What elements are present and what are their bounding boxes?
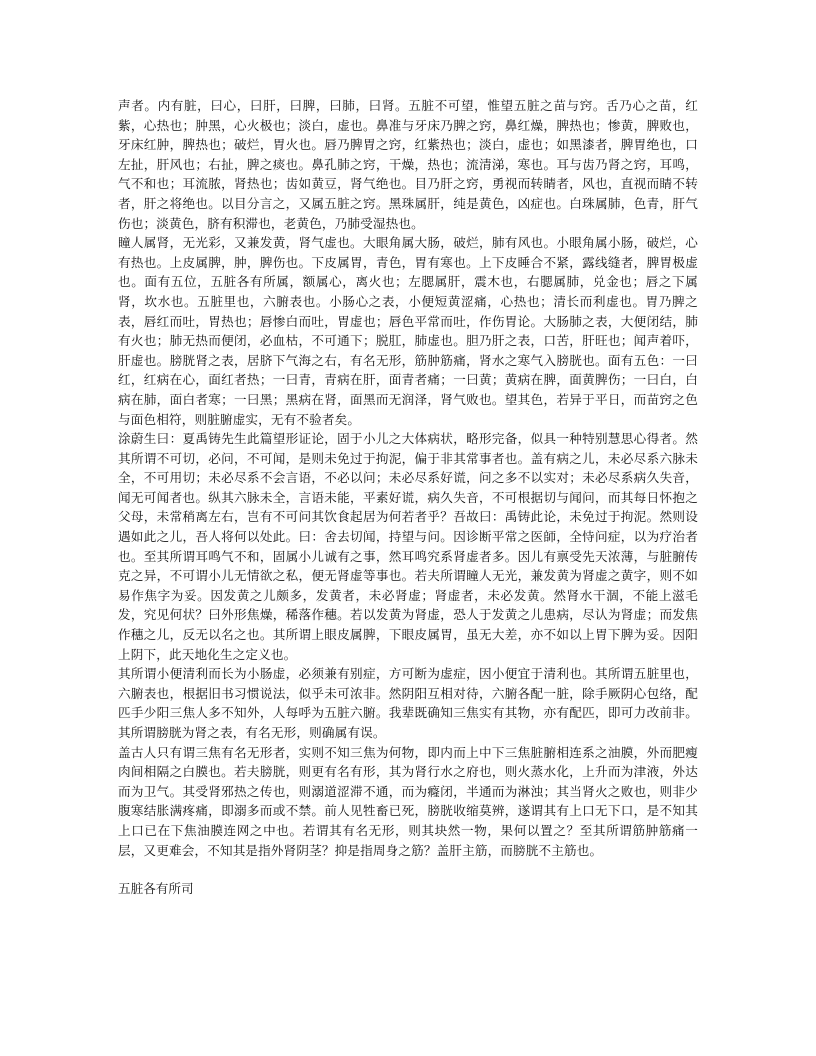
blank-line bbox=[118, 860, 698, 879]
paragraph-4: 其所谓小便清利而长为小肠虚，必须兼有别症，方可断为虚症，因小便宜于清利也。其所谓五脏里也，六腑表也，根据旧书习惯说法，似乎未可浓非。然阴阳互相对待，六腑各配一脏，除手厥阴心包络，配匹手少阳三焦人多不知外，人每呼为五脏六腑。我辈既确知三焦实有其物，亦有配匹，即可力改前非。其所谓膀胱为肾之表，有名无形，则确属有误。 bbox=[118, 666, 698, 740]
paragraph-3: 涂蔚生曰：夏禹铸先生此篇望形证论，固于小儿之大体病状，略形完备，似具一种特别慧思心得者。然其所谓不可切，必问，不可闻，是则未免过于拘泥，偏于非其常事者也。盖有病之儿，未必尽系六脉未全，不可用切；未必尽系不会言语，不必以问；未必尽系好谎，问之多不以实对；未必尽系病久失音，闻无可闻者也。纵其六脉未全，言语未能，平素好谎，病久失音，不可根据切与闻问，而其每日怀抱之父母，未常稍离左右，岂有不可问其饮食起居为何若者乎？吾故曰：禹铸此论，未免过于拘泥。然则设遇如此之儿，吾人将何以处此。曰：舍去切闻，持望与问。因诊断平常之医師，全恃问症，以为疗治者也。至其所谓耳鸣气不和，固属小儿诚有之事，然耳鸣究系肾虚者多。因儿有禀受先天浓薄，与脏腑传克之异，不可谓小儿无情欲之私，便无肾虚等事也。若夫所谓瞳人无光，兼发黄为肾虚之黄字，则不如易作焦字为妥。因发黄之儿颇多，发黄者，未必肾虚；肾虚者，未必发黄。然肾水干涸，不能上滋毛发，究见何状？曰外形焦燥，稀落作穗。若以发黄为肾虚，恐人于发黄之儿患病，尽认为肾虚；而发焦作穗之儿，反无以名之也。其所谓上眼皮属脾，下眼皮属胃，虽无大差，亦不如以上胃下脾为妥。因阳上阴下，此天地化生之定义也。 bbox=[118, 431, 698, 662]
section-heading: 五脏各有所司 bbox=[118, 881, 194, 897]
paragraph-5: 盖古人只有谓三焦有名无形者，实则不知三焦为何物，即内而上中下三焦脏腑相连系之油膜，外而肥瘦肉间相隔之白膜也。若夫膀胱，则更有名有形，其为肾行水之府也，则火蒸水化，上升而为津液，外达而为卫气。其受肾邪热之传也，则溺道涩滞不通，而为癃闭，半通而为淋浊；其当肾火之败也，则非少腹寒结胀满疼痛，即溺多而或不禁。前人见牲畜已死，膀胱收缩莫辨，遂谓其有上口无下口，是不知其上口已在下焦油膜连网之中也。若谓其有名无形，则其块然一物，果何以置之？至其所谓筋肿筋痛一层，又更难会，不知其是指外肾阴茎？抑是指周身之筋？盖肝主筋，而膀胱不主筋也。 bbox=[118, 744, 698, 858]
paragraph-2: 瞳人属肾，无光彩，又兼发黄，肾气虚也。大眼角属大肠，破烂，肺有风也。小眼角属小肠，破烂，心有热也。上皮属脾，肿，脾伤也。下皮属胃，青色，胃有寒也。上下皮睡合不紧，露线缝者，脾胃极虚也。面有五位，五脏各有所属，额属心，离火也；左腮属肝，震木也，右腮属肺，兑金也；唇之下属肾，坎水也。五脏里也，六腑表也。小肠心之表，小便短黄涩痛，心热也；清长而利虚也。胃乃脾之表，唇红而吐，胃热也；唇惨白而吐，胃虚也；唇色平常而吐，作伤胃论。大肠肺之表，大便闭结，肺有火也；肺无热而便闭，必血枯，不可通下；脱肛，肺虚也。胆乃肝之表，口苦，肝旺也；闻声着吓，肝虚也。膀胱肾之表，居脐下气海之右，有名无形，筋肿筋痛，肾水之寒气入膀胱也。面有五色：一曰红，红病在心，面红者热；一曰青，青病在肝，面青者痛；一曰黄；黄病在脾，面黄脾伤；一曰白，白病在肺，面白者寒；一曰黑；黑病在肾，面黑而无润泽，肾气败也。望其色，若异于平日，而苗窍之色与面色相符，则脏腑虚实，无有不验者矣。 bbox=[118, 235, 698, 427]
paragraph-1: 声者。内有脏，曰心，曰肝，曰脾，曰肺，曰肾。五脏不可望，惟望五脏之苗与窍。舌乃心之苗，红紫，心热也；肿黑，心火极也；淡白，虚也。鼻准与牙床乃脾之窍，鼻红燥，脾热也；惨黄，脾败也，牙床红肿，脾热也；破烂，胃火也。唇乃脾胃之窍，红紫热也；淡白，虚也；如黑漆者，脾胃绝也，口左扯，肝风也；右扯，脾之痰也。鼻孔肺之窍，干燥，热也；流清涕，寒也。耳与齿乃肾之窍，耳鸣，气不和也；耳流脓，肾热也；齿如黄豆，肾气绝也。目乃肝之窍，勇视而转睛者，风也，直视而睛不转者，肝之将绝也。以目分言之，又属五脏之窍。黑珠属肝，纯是黄色，凶症也。白珠属肺，色青，肝气伤也；淡黄色，脐有积滞也，老黄色，乃肺受湿热也。 bbox=[118, 98, 698, 231]
document-page bbox=[118, 96, 698, 899]
